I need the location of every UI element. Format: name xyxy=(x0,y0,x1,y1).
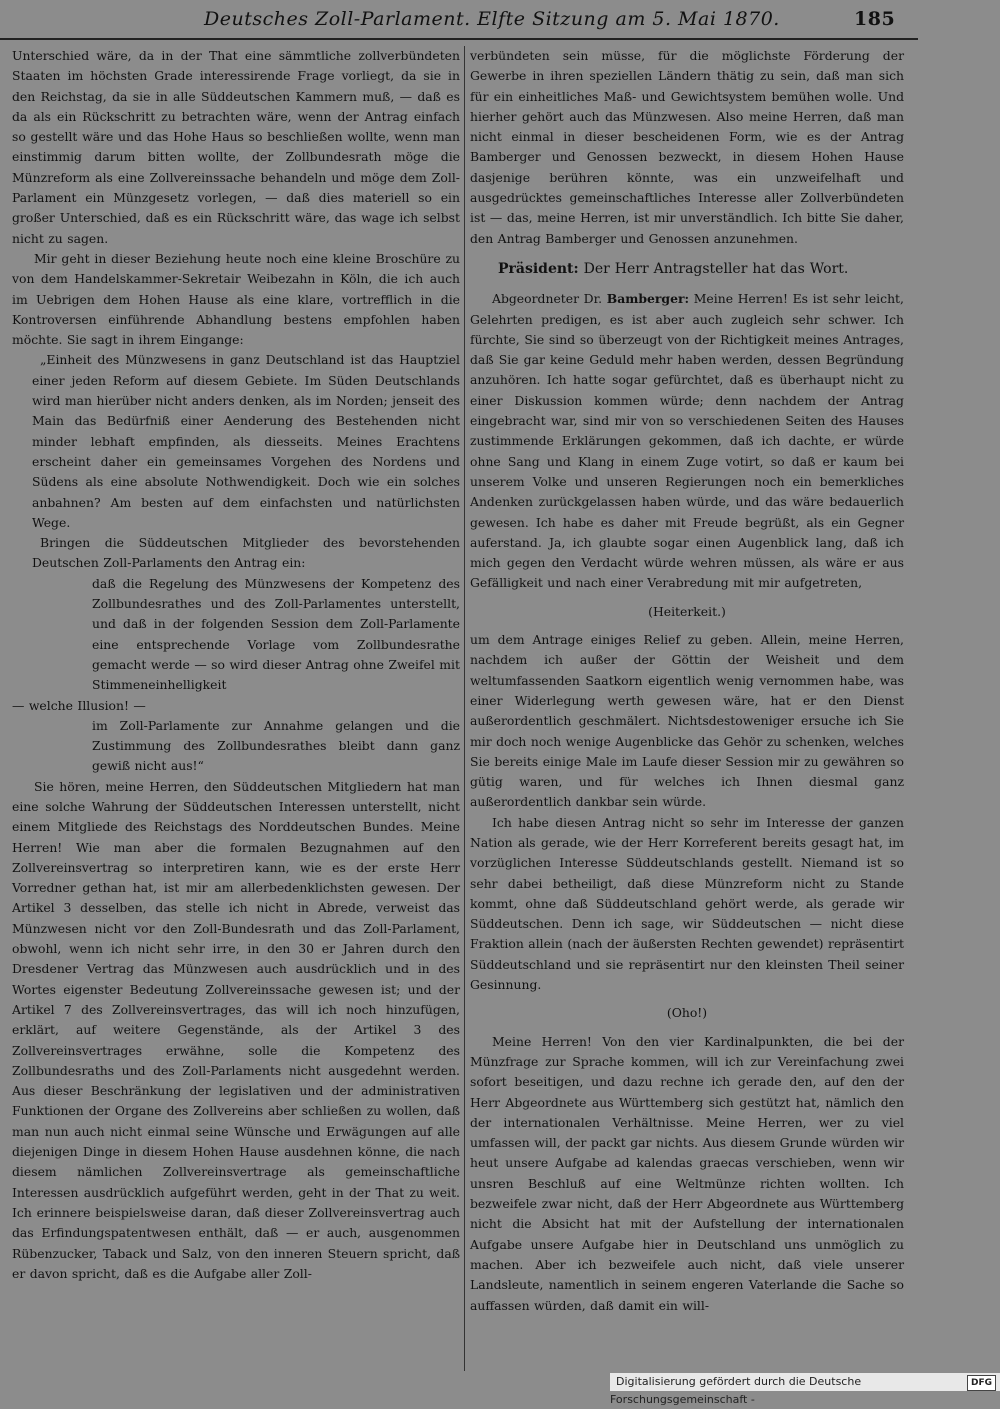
paragraph: Mir geht in dieser Beziehung heute noch eine kleine Broschüre zu von dem Handelskammer-Sekretair Weibezahn in Köln, die ich auch im Uebrigen dem Hohen Hause als eine klare, vortrefflich in die Kontroversen einführende Abhandlung bestens empfohlen haben möchte. Sie sagt in ihrem Eingange: xyxy=(12,250,460,348)
paragraph: um dem Antrage einiges Relief zu geben. Allein, meine Herren, nachdem ich außer der Göttin der Weisheit und dem weltumfassenden Saatkorn eigentlich wenig vernommen habe, was einer Widerlegung werth gewesen wäre, hat er den Dienst außerordentlich geschmälert. Nichtsdestoweniger ersuche ich Sie mir doch noch wenige Augenblicke das Gehör zu schenken, welches Sie bereits einige Male im Laufe dieser Session mir zu gewähren so gütig waren, und für welches ich Ihnen diesmal ganz außerordentlich dankbar sein würde. xyxy=(470,632,904,810)
quotation-motion: im Zoll-Parlamente zur Annahme gelangen und die Zustimmung des Zollbundesrathes bleibt dann ganz gewiß nicht aus!“ xyxy=(92,717,460,774)
paragraph: Sie hören, meine Herren, den Süddeutschen Mitgliedern hat man eine solche Wahrung der Süddeutschen Interessen unterstellt, nicht einem Mitgliede des Reichstags des Norddeutschen Bundes. Meine Herren! Wie man aber die formalen Bezugnahmen auf den Zollvereinsvertrag so interpretiren kann, wie es der erste Herr Vorredner gethan hat, ist mir am allerbedenklichsten gewesen. Der Artikel 3 desselben, das stelle ich nicht in Abrede, verweist das Münzwesen nicht vor den Zoll-Bundesrath und das Zoll-Parlament, obwohl, wenn ich nicht sehr irre, in den 30 er Jahren durch den Dresdener Vertrag das Münzwesen auch ausdrücklich und in des Wortes eigenster Bedeutung Zollvereinssache gewesen ist; und der Artikel 7 des Zollvereinsvertrages, das will ich noch hinzufügen, erklärt, auf weitere Gegenstände, als der Artikel 3 des Zollvereinsvertrages erwähne, solle die Kompetenz des Zollbundesraths und des Zoll-Parlaments nicht ausgedehnt werden. Aus dieser Beschränkung der legislativen und der administrativen Funktionen der Organe des Zollvereins aber schließen zu wollen, daß man nun auch nicht einmal seine Wünsche und Erwägungen auf alle diejenigen Dinge in diesem Hohen Hause ausdehnen könne, die nach diesem nämlichen Zollvereinsvertrage als gemeinschaftliche Interessen ausdrücklich aufgeführt werden, geht in der That zu weit. Ich erinnere beispielsweise daran, daß dieser Zollvereinsvertrag auch das Erfindungspatentwesen enthält, daß — er auch, ausgenommen Rübenzucker, Taback und Salz, von den inneren Steuern spricht, daß er davon spricht, daß es die Aufgabe aller Zoll- xyxy=(12,778,460,1281)
running-title: Deutsches Zoll-Parlament. Elfte Sitzung am 5. Mai 1870. xyxy=(204,8,780,30)
quotation-motion: daß die Regelung des Münzwesens der Kompetenz des Zollbundesrathes und des Zoll-Parlamentes unterstellt, und daß in der folgenden Session dem Zoll-Parlamente eine entsprechende Vorlage vom Zollbundesrathe gemacht werde — so wird dieser Antrag ohne Zweifel mit Stimmeneinhelligkeit xyxy=(92,575,460,693)
quotation: „Einheit des Münzwesens in ganz Deutschland ist das Hauptziel einer jeden Reform auf diesem Gebiete. Im Süden Deutschlands wird man hierüber nicht anders denken, als im Norden; jenseit des Main das Bedürfniß einer Aenderung des Bestehenden nicht minder lebhaft empfinden, als diesseits. Meines Erachtens erscheint daher ein gemeinsames Vorgehen des Nordens und Südens als eine absolute Nothwendigkeit. Doch wie ein solches anbahnen? Am besten auf dem einfachsten und natürlichsten Wege. xyxy=(32,352,460,530)
paragraph: Meine Herren! Von den vier Kardinalpunkten, die bei der Münzfrage zur Sprache kommen, will ich zur Vereinfachung zwei sofort beseitigen, und dazu rechne ich gerade den, auf den der Herr Abgeordnete aus Württemberg sich gestützt hat, nämlich den der internationalen Verhältnisse. Meine Herren, wer zu viel umfassen will, der packt gar nichts. Aus diesem Grunde würden wir heut unsere Aufgabe ad kalendas graecas verschieben, wenn wir unsren Beschluß auf eine Weltmünze richten wollten. Ich bezweifele zwar nicht, daß der Herr Abgeordnete aus Württemberg nicht die Absicht hat mit der Aufstellung der internationalen Aufgabe unsere Aufgabe hier in Deutschland uns unmöglich zu machen. Aber ich bezweifele auch nicht, daß viele unserer Landsleute, namentlich in seinem engeren Vaterlande die Sache so auffassen würden, daß damit ein will- xyxy=(470,1033,904,1313)
footer-text: Digitalisierung gefördert durch die Deutsche Forschungsgemeinschaft - xyxy=(610,1375,862,1406)
paragraph: Unterschied wäre, da in der That eine sämmtliche zollverbündeten Staaten im höchsten Grade interessirende Frage vorliegt, da sie in den Reichstag, da sie in alle Süddeutschen Kammern muß, — daß es da als ein Rückschritt zu betrachten wäre, wenn der Antrag einfach so gestellt wäre und das Hohe Haus so beschließen wollte, wenn man einstimmig darum bitten wollte, der Zollbundesrath möge die Münzreform als eine Zollvereinssache behandeln und möge dem Zoll-Parlament ein Münzgesetz vorlegen, — daß dies materiell so ein großer Unterschied, daß es ein Rückschritt wäre, das wage ich selbst nicht zu sagen. xyxy=(12,48,460,246)
president-statement: Der Herr Antragsteller hat das Wort. xyxy=(583,260,849,277)
column-divider xyxy=(464,46,465,1371)
president-line xyxy=(470,259,904,279)
right-column xyxy=(470,46,904,1316)
paragraph: Ich habe diesen Antrag nicht so sehr im Interesse der ganzen Nation als gerade, wie der Herr Korreferent bereits gesagt hat, im vorzüglichen Interesse Süddeutschlands gestellt. Niemand ist so sehr dabei betheiligt, daß diese Münzreform nicht zu Stande kommt, ohne daß Süddeutschland gehört werde, als gerade wir Süddeutschen. Denn ich sage, wir Süddeutschen — nicht diese Fraktion allein (nach der äußersten Rechten gewendet) repräsentirt Süddeutschland und sie repräsentirt nur den kleinsten Theil seiner Gesinnung. xyxy=(470,814,904,993)
speaker-prefix: Abgeordneter Dr. xyxy=(492,291,603,307)
dfg-logo: DFG xyxy=(967,1375,996,1391)
digitization-footer xyxy=(610,1373,1000,1406)
paragraph: verbündeten sein müsse, für die möglichste Förderung der Gewerbe in ihren speziellen Ländern thätig zu sein, daß man sich für ein einheitliches Maß- und Gewichtsystem bemühen wolle. Und hierher gehört auch das Münzwesen. Also meine Herren, daß man nicht einmal in dieser bescheidenen Form, wie es der Antrag Bamberger und Genossen bezweckt, in diesem Hohen Hause dasjenige berühren könnte, was ein unzweifelhaft und ausgedrücktes gemeinschaftliches Interesse aller Zollverbündeten ist — das, meine Herren, ist mir unverständlich. Ich bitte Sie daher, den Antrag Bamberger und Genossen anzunehmen. xyxy=(470,48,904,246)
interjection: (Heiterkeit.) xyxy=(648,603,726,619)
speech-text: Meine Herren! Es ist sehr leicht, Gelehrten predigen, es ist aber auch zugleich sehr schwer. Ich fürchte, Sie sind so überzeugt von der Richtigkeit meines Antrages, daß Sie gar keine Geduld mehr haben werden, dessen Begründung anzuhören. Ich hatte sogar gefürchtet, daß es überhaupt nicht zu einer Diskussion kommen würde; denn nachdem der Antrag eingebracht war, sind mir von so verschiedenen Seiten des Hauses zustimmende Erklärungen gekommen, daß ich dachte, er würde ohne Sang und Klang in einem Zuge votirt, so daß er kaum bei unserem Volke und unseren Regierungen noch ein bemerkliches Andenken zurückgelassen haben würde, und das wäre bedauerlich gewesen. Ich habe es daher mit Freude begrüßt, als ein Gegner auferstand. Ja, ich glaubte sogar einen Augenblick lang, daß ich mich gegen den Verdacht würde wehren müssen, als wäre er aus Gefälligkeit und nach einer Verabredung mit mir aufgetreten, xyxy=(470,291,904,591)
left-column xyxy=(12,46,460,1284)
page-header xyxy=(14,4,914,34)
quotation: Bringen die Süddeutschen Mitglieder des bevorstehenden Deutschen Zoll-Parlaments den Antrag ein: xyxy=(32,535,460,571)
header-rule xyxy=(0,38,918,40)
page-number: 185 xyxy=(854,8,896,30)
interjection: (Oho!) xyxy=(666,1005,708,1021)
interjection-remark: — welche Illusion! — xyxy=(12,697,146,713)
speaker-name: Bamberger: xyxy=(606,291,690,307)
speaker-label: Präsident: xyxy=(498,260,579,277)
speech-paragraph xyxy=(470,289,904,593)
